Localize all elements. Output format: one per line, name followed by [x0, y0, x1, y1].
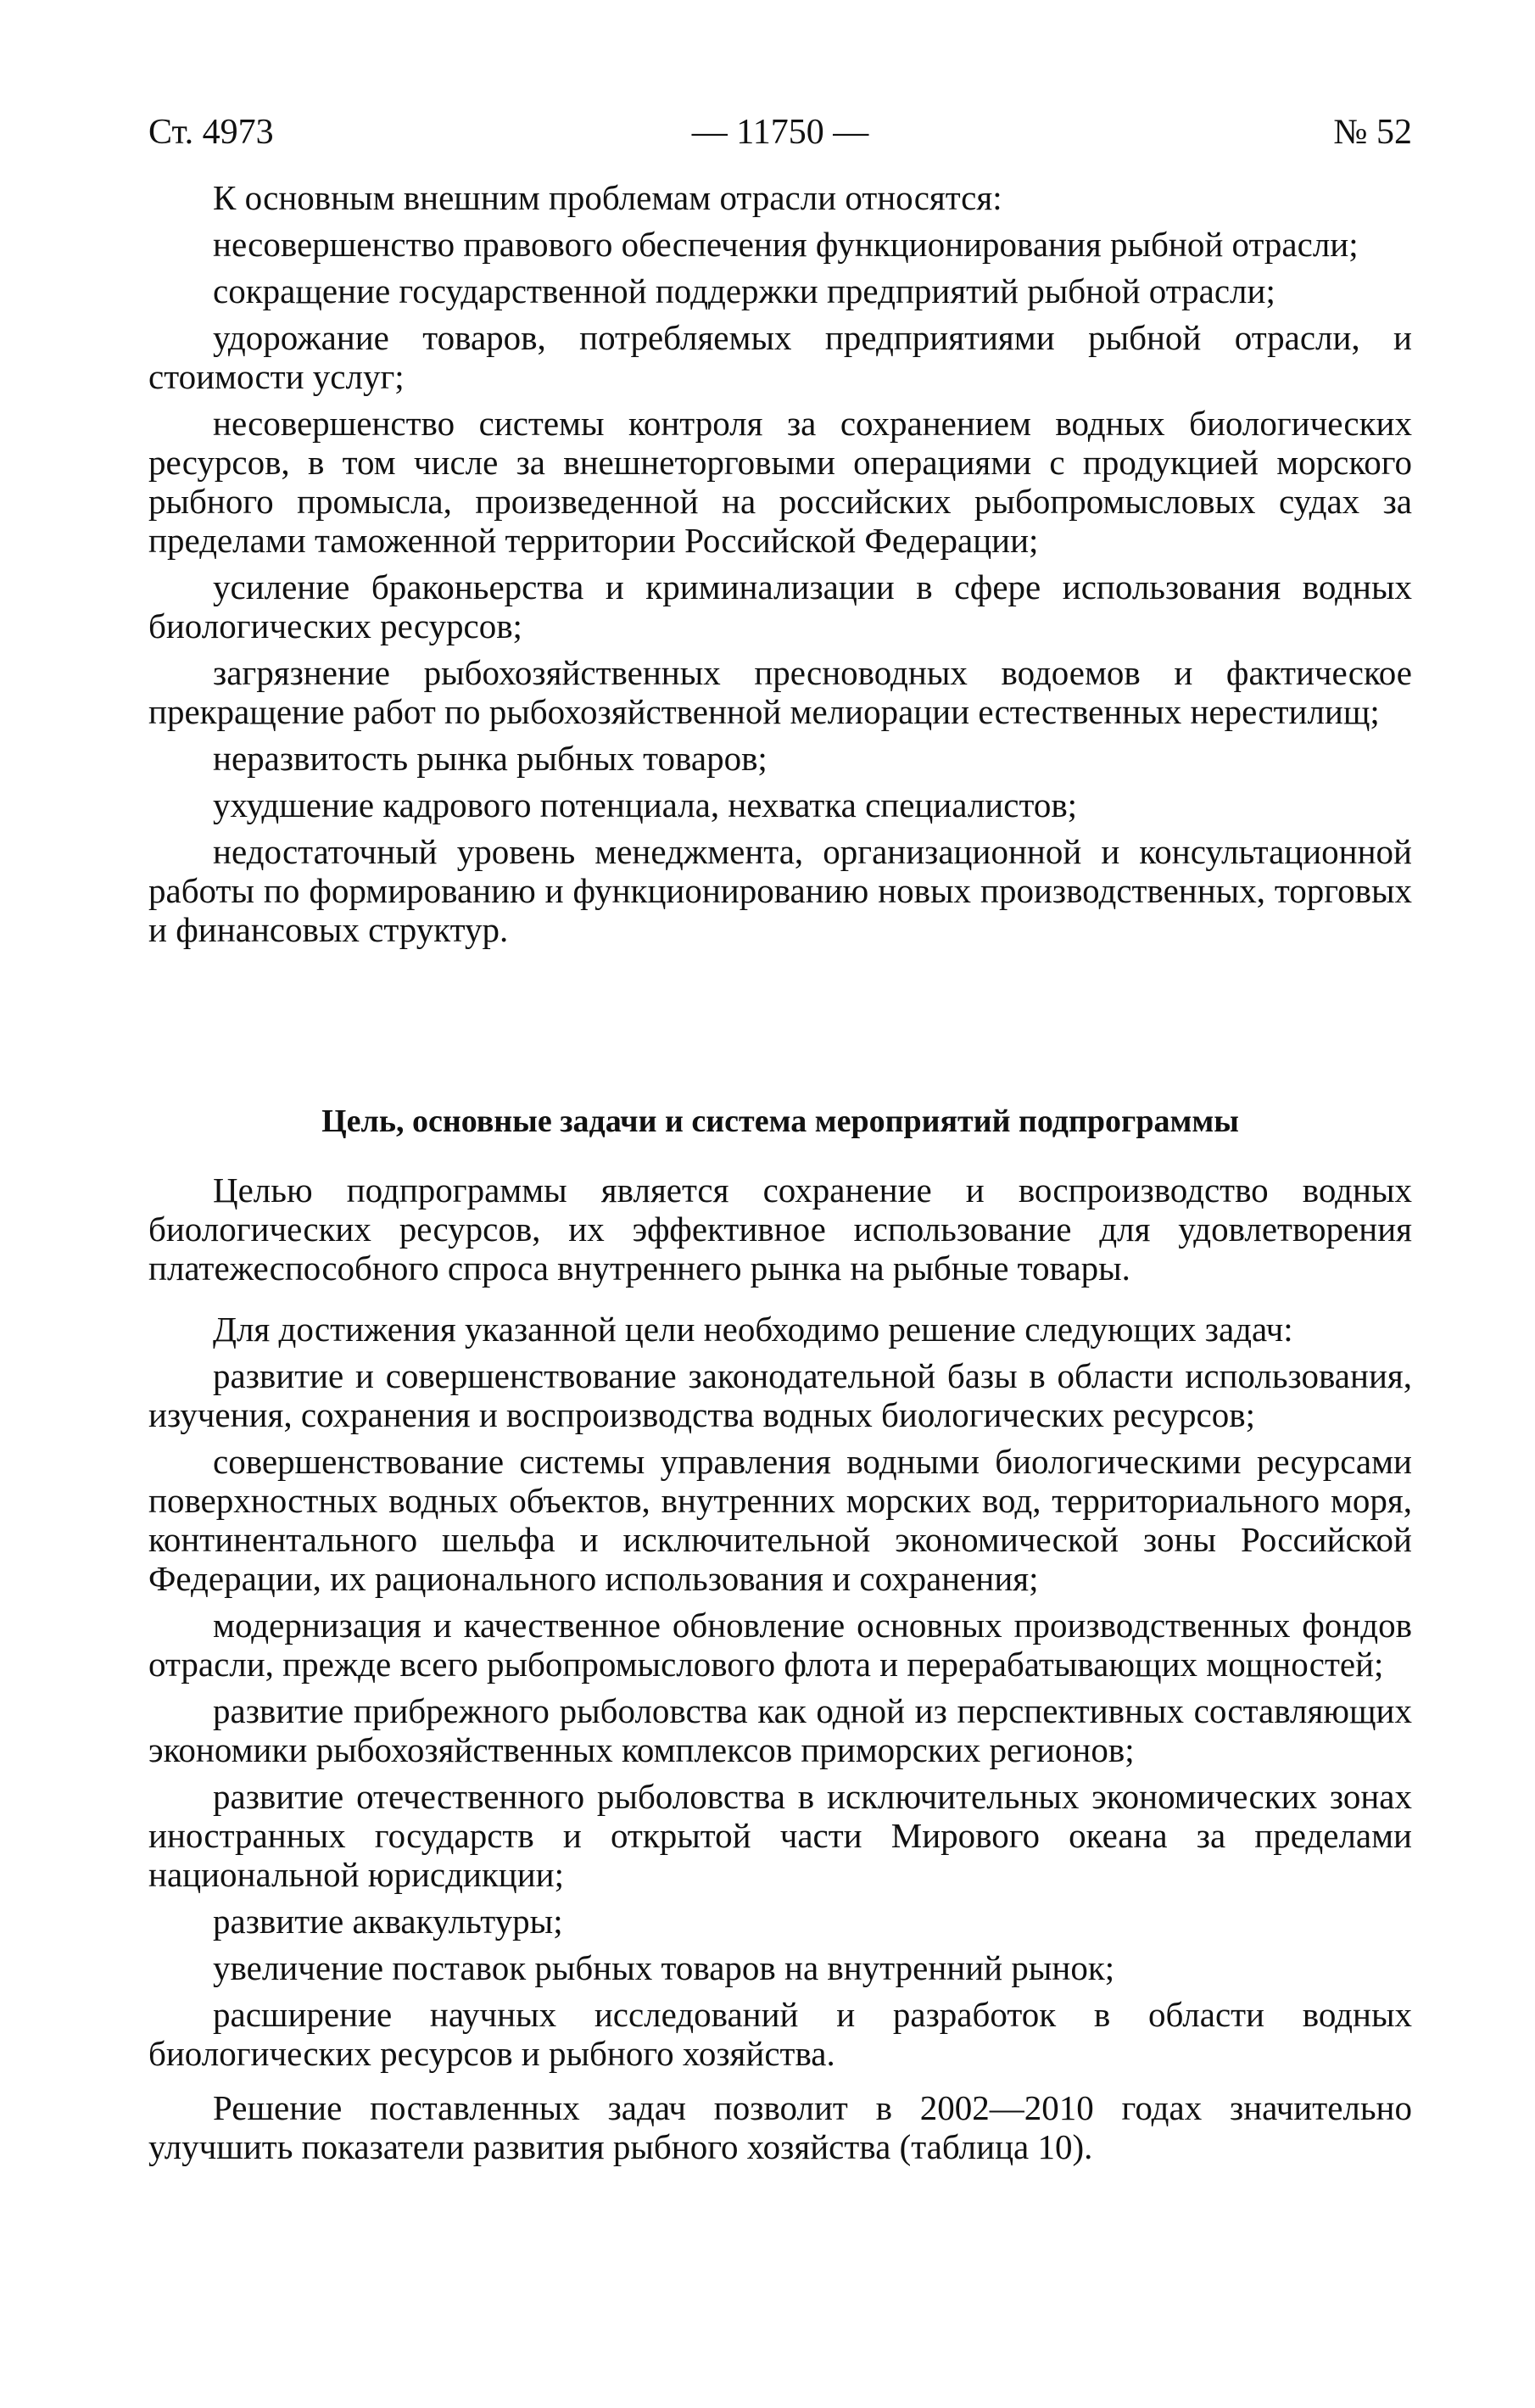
section-external-problems: [148, 178, 1412, 957]
list-item: развитие аквакультуры;: [213, 1902, 563, 1941]
list-item: усиление браконьерства и криминализации в сфере использования водных биологических ресурсов;: [148, 567, 1412, 645]
list-item: несовершенство системы контроля за сохранением водных биологических ресурсов, в том числе за внешнеторговыми операциями с продукцией морского рыбного промысла, произведенной на российских рыбопромысловых судах за пределами таможенной территории Российской Федерации;: [148, 404, 1412, 560]
list-item: удорожание товаров, потребляемых предприятиями рыбной отрасли, и стоимости услуг;: [148, 318, 1412, 396]
paragraph: Целью подпрограммы является сохранение и воспроизводство водных биологических ресурсов, их эффективное использование для удовлетворения платежеспособного спроса внутреннего рынка на рыбные товары.: [148, 1170, 1412, 1288]
page-header: [148, 107, 1412, 158]
list-item: сокращение государственной поддержки предприятий рыбной отрасли;: [213, 271, 1275, 310]
paragraph: К основным внешним проблемам отрасли относятся:: [213, 178, 1002, 217]
article-number: Ст. 4973: [148, 113, 274, 152]
list-item: недостаточный уровень менеджмента, организационной и консультационной работы по формированию и функционированию новых производственных, торговых и финансовых структур.: [148, 832, 1412, 949]
list-item: расширение научных исследований и разработок в области водных биологических ресурсов и рыбного хозяйства.: [148, 1995, 1412, 2073]
section-heading: Цель, основные задачи и система мероприятий подпрограммы: [321, 1103, 1239, 1139]
paragraph: Для достижения указанной цели необходимо решение следующих задач:: [213, 1310, 1293, 1349]
list-item: развитие отечественного рыболовства в исключительных экономических зонах иностранных государств и открытой части Мирового океана за пределами национальной юрисдикции;: [148, 1777, 1412, 1894]
list-item: загрязнение рыбохозяйственных пресноводных водоемов и фактическое прекращение работ по рыбохозяйственной мелиорации естественных нерестилищ;: [148, 653, 1412, 731]
list-item: модернизация и качественное обновление основных производственных фондов отрасли, прежде всего рыбопромыслового флота и перерабатывающих мощностей;: [148, 1606, 1412, 1684]
page-number: — 11750 —: [691, 113, 869, 152]
list-item: ухудшение кадрового потенциала, нехватка специалистов;: [213, 785, 1078, 824]
list-item: несовершенство правового обеспечения функционирования рыбной отрасли;: [213, 225, 1359, 264]
list-item: совершенствование системы управления водными биологическими ресурсами поверхностных водных объектов, внутренних морских вод, территориального моря, континентального шельфа и исключительной экономической зоны Российской Федерации, их рационального использования и сохранения;: [148, 1442, 1412, 1598]
issue-number: № 52: [1333, 113, 1412, 152]
paragraph: Решение поставленных задач позволит в 2002—2010 годах значительно улучшить показатели развития рыбного хозяйства (таблица 10).: [148, 2088, 1412, 2166]
list-item: увеличение поставок рыбных товаров на внутренний рынок;: [213, 1948, 1115, 1987]
list-item: развитие и совершенствование законодательной базы в области использования, изучения, сохранения и воспроизводства водных биологических ресурсов;: [148, 1356, 1412, 1434]
section-goals-tasks: [148, 1170, 1412, 2174]
list-item: неразвитость рынка рыбных товаров;: [213, 739, 768, 778]
list-item: развитие прибрежного рыболовства как одной из перспективных составляющих экономики рыбохозяйственных комплексов приморских регионов;: [148, 1691, 1412, 1769]
